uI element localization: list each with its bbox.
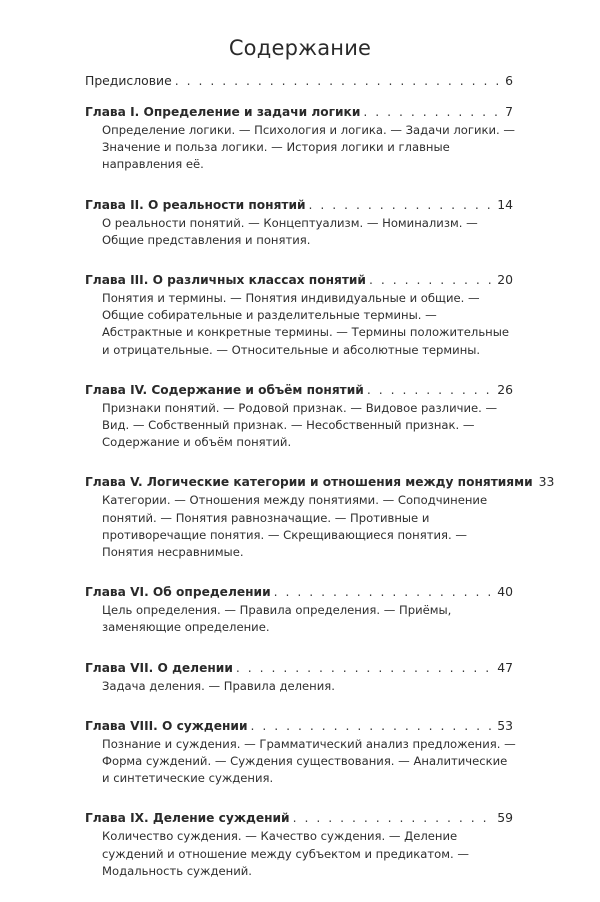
toc-summary-line: Общие представления и понятия. [102, 232, 311, 247]
toc-summary-line: направления её. [102, 157, 204, 172]
dot-leader [369, 271, 494, 288]
toc-chapter-summary [102, 828, 513, 880]
toc-chapter-heading[interactable] [85, 271, 513, 289]
toc-chapter-summary [102, 290, 513, 359]
toc-page-number: 6 [505, 73, 513, 88]
toc-chapter [85, 381, 513, 452]
toc-chapter-heading[interactable] [85, 196, 513, 214]
toc-summary-line: Общие собирательные и разделительные термины. — [102, 308, 437, 323]
toc-chapter-heading[interactable] [85, 473, 555, 491]
toc-summary-line: Абстрактные и конкретные термины. — Термины положительные [102, 325, 510, 340]
toc-summary-line: суждений и отношение между субъектом и предикатом. — [102, 846, 469, 861]
toc-page-number: 7 [505, 104, 513, 119]
toc-summary-line: и синтетические суждения. [102, 771, 274, 786]
toc-chapter [85, 473, 555, 561]
toc-page-number: 40 [497, 584, 513, 600]
dot-leader [309, 196, 495, 213]
dot-leader [251, 717, 495, 734]
toc-chapter-heading[interactable] [85, 809, 513, 827]
toc-chapter-heading[interactable] [85, 583, 513, 601]
toc-chapter [85, 809, 513, 880]
toc-summary-line: Содержание и объём понятий. [102, 435, 292, 450]
toc-chapter-title: Глава IV. Содержание и объём понятий [85, 382, 364, 397]
toc-chapter-heading[interactable] [85, 381, 513, 399]
dot-leader [175, 72, 502, 89]
toc-chapter-summary [102, 736, 516, 788]
dot-leader [293, 809, 495, 826]
table-of-contents [85, 72, 555, 902]
toc-page-number: 53 [497, 717, 513, 733]
toc-chapter-title: Глава II. О реальности понятий [85, 197, 306, 212]
toc-chapter [85, 196, 513, 249]
toc-chapter-title: Глава VII. О делении [85, 660, 233, 675]
toc-summary-line: Количество суждения. — Качество суждения. — Деление [102, 829, 458, 844]
toc-chapter-title: Глава VI. Об определении [85, 585, 271, 600]
toc-chapter-summary [102, 492, 513, 561]
toc-summary-line: Признаки понятий. — Родовой признак. — Видовое различие. — [102, 400, 498, 415]
toc-page-number: 26 [497, 381, 513, 397]
toc-chapter-summary [102, 602, 513, 636]
dot-leader [274, 583, 495, 600]
toc-page-number: 59 [497, 810, 513, 826]
dot-leader [367, 381, 494, 398]
toc-summary-line: О реальности понятий. — Концептуализм. — Номинализм. — [102, 215, 478, 230]
toc-summary-line: Понятия несравнимые. [102, 545, 244, 560]
toc-summary-line: Задача деления. — Правила деления. [102, 678, 335, 693]
toc-summary-line: понятий. — Понятия равнозначащие. — Противные и [102, 510, 430, 525]
toc-chapter [85, 583, 513, 636]
toc-summary-line: Вид. — Собственный признак. — Несобственный признак. — [102, 418, 475, 433]
toc-chapter [85, 659, 513, 695]
dot-leader [236, 659, 494, 676]
toc-summary-line: противоречащие понятия. — Скрещивающиеся понятия. — [102, 527, 467, 542]
toc-chapter-title: Глава VIII. О суждении [85, 718, 248, 733]
toc-page-number: 20 [497, 272, 513, 288]
toc-chapter-title: Глава V. Логические категории и отношения между понятиями [85, 475, 533, 490]
toc-chapter-summary [102, 400, 513, 452]
toc-chapter [85, 717, 516, 788]
toc-chapter [85, 103, 513, 174]
dot-leader [363, 103, 502, 120]
toc-chapter-heading[interactable] [85, 659, 513, 677]
toc-chapter-title: Глава IX. Деление суждений [85, 811, 290, 826]
toc-summary-line: Понятия и термины. — Понятия индивидуальные и общие. — [102, 291, 480, 306]
toc-page-number: 47 [497, 659, 513, 675]
toc-summary-line: Познание и суждения. — Грамматический анализ предложения. — [102, 736, 516, 751]
toc-chapter-summary [102, 215, 513, 249]
page-title: Содержание [228, 36, 372, 60]
toc-page-number: 14 [497, 196, 513, 212]
toc-summary-line: и отрицательные. — Относительные и абсолютные термины. [102, 342, 481, 357]
toc-summary-line: Модальность суждений. [102, 863, 252, 878]
toc-summary-line: Категории. — Отношения между понятиями. — Соподчинение [102, 493, 488, 508]
toc-chapter-heading[interactable] [85, 717, 513, 735]
toc-summary-line: Форма суждений. — Суждения существования. — Аналитические [102, 754, 508, 769]
toc-chapter-summary [102, 122, 513, 174]
chapter-list [85, 103, 555, 880]
toc-chapter-summary [102, 678, 513, 695]
toc-summary-line: Определение логики. — Психология и логика. — Задачи логики. — [102, 123, 515, 137]
toc-chapter-title: Глава III. О различных классах понятий [85, 273, 366, 288]
toc-summary-line: Значение и польза логики. — История логики и главные [102, 140, 450, 155]
toc-entry-preface[interactable] [85, 72, 513, 89]
toc-summary-line: Цель определения. — Правила определения. — Приёмы, [102, 603, 452, 618]
toc-chapter-heading[interactable] [85, 103, 513, 121]
toc-summary-line: заменяющие определение. [102, 620, 270, 635]
toc-chapter [85, 271, 513, 359]
toc-chapter-title: Глава I. Определение и задачи логики [85, 105, 361, 119]
toc-entry-label: Предисловие [85, 73, 172, 88]
toc-page-number: 33 [538, 474, 555, 490]
